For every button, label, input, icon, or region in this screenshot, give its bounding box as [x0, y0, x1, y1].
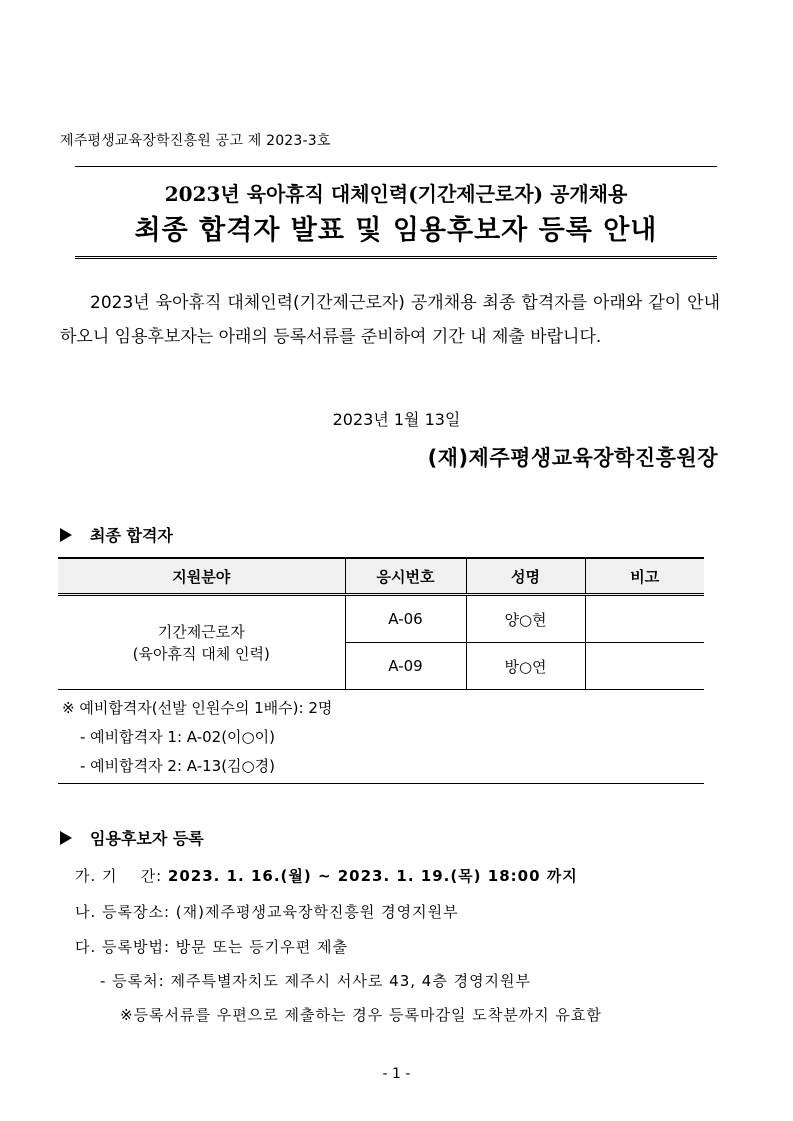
- section-title: 최종 합격자: [90, 526, 173, 545]
- registration-place: 나. 등록장소: (재)제주평생교육장학진흥원 경영지원부: [75, 903, 459, 921]
- notice-number: 제주평생교육장학진흥원 공고 제 2023-3호: [60, 133, 331, 149]
- table-header-row: [58, 558, 704, 595]
- field-line: 기간제근로자: [157, 622, 245, 641]
- note-cell: [585, 595, 704, 643]
- column-header: 성명: [466, 558, 585, 595]
- signer: (재)제주평생교육장학진흥원장: [427, 446, 718, 470]
- title-line-1: 2023년 육아휴직 대체인력(기간제근로자) 공개채용: [164, 182, 628, 206]
- spare-item: - 예비합격자 1: A-02(이○이): [80, 728, 275, 746]
- triangle-bullet-icon: [60, 528, 72, 542]
- table-row: [58, 595, 704, 643]
- intro-paragraph: 2023년 육아휴직 대체인력(기간제근로자) 공개채용 최종 합격자를 아래와 같이 안내하오니 임용후보자는 아래의 등록서류를 준비하여 기간 내 제출 바랍니다.: [60, 293, 720, 347]
- section-registration: [60, 826, 204, 849]
- column-header: 응시번호: [345, 558, 466, 595]
- registration-address: - 등록처: 제주특별자치도 제주시 서사로 43, 4층 경영지원부: [100, 972, 532, 990]
- registration-method: 다. 등록방법: 방문 또는 등기우편 제출: [75, 938, 349, 956]
- page-number: - 1 -: [382, 1066, 411, 1082]
- triangle-bullet-icon: [60, 831, 72, 845]
- spare-bottom-rule: [58, 783, 704, 784]
- section-title: 임용후보자 등록: [90, 829, 204, 848]
- period-label: 가. 기 간:: [75, 867, 163, 885]
- column-header: 지원분야: [58, 558, 345, 595]
- registration-period: [75, 865, 735, 886]
- spare-title: ※ 예비합격자(선발 인원수의 1배수): 2명: [62, 699, 333, 717]
- field-line: (육아휴직 대체 인력): [132, 644, 270, 663]
- field-cell: [58, 595, 345, 690]
- spare-item: - 예비합격자 2: A-13(김○경): [80, 757, 275, 775]
- column-header: 비고: [585, 558, 704, 595]
- exam-number-cell: A-06: [345, 595, 466, 643]
- note-cell: [585, 643, 704, 690]
- title-line-2: 최종 합격자 발표 및 임용후보자 등록 안내: [134, 215, 658, 246]
- result-table: [58, 557, 704, 690]
- name-cell: 양○현: [466, 595, 585, 643]
- title-bottom-rule: [75, 256, 717, 259]
- period-value: 2023. 1. 16.(월) ~ 2023. 1. 19.(목) 18:00 까지: [167, 867, 578, 885]
- section-final-passers: [60, 523, 173, 546]
- exam-number-cell: A-09: [345, 643, 466, 690]
- title-top-rule: [75, 166, 717, 167]
- spare-passers: [62, 694, 704, 781]
- registration-note: ※등록서류를 우편으로 제출하는 경우 등록마감일 도착분까지 유효함: [120, 1006, 602, 1024]
- name-cell: 방○연: [466, 643, 585, 690]
- announcement-date: 2023년 1월 13일: [332, 410, 461, 429]
